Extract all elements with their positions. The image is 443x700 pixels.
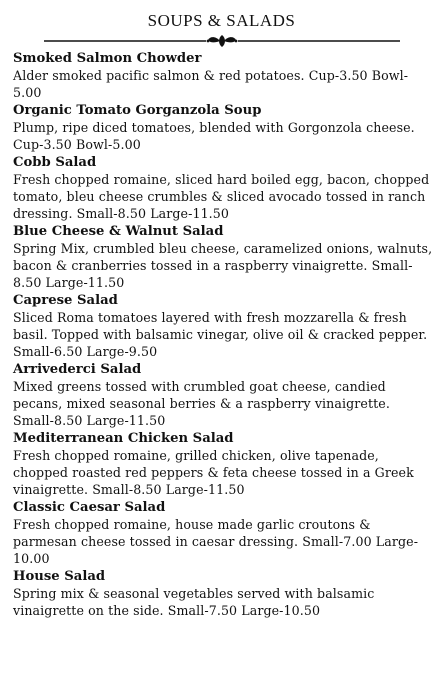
section-title: SOUPS & SALADS bbox=[147, 11, 296, 30]
menu-item bbox=[13, 50, 433, 101]
item-name: Blue Cheese & Walnut Salad bbox=[13, 224, 224, 239]
menu-items bbox=[13, 50, 433, 619]
menu-item bbox=[13, 154, 433, 222]
item-name: Classic Caesar Salad bbox=[13, 500, 166, 515]
menu-item bbox=[13, 223, 433, 291]
item-name: Smoked Salmon Chowder bbox=[13, 51, 202, 66]
item-name: Caprese Salad bbox=[13, 293, 118, 308]
menu-item bbox=[13, 568, 433, 619]
item-description: Plump, ripe diced tomatoes, blended with Gorgonzola cheese. Cup-3.50 Bowl-5.00 bbox=[13, 120, 415, 152]
item-description: Mixed greens tossed with crumbled goat cheese, candied pecans, mixed seasonal berries & a raspberry vinaigrette. Small-8.50 Large-11.50 bbox=[13, 379, 390, 428]
item-description: Fresh chopped romaine, sliced hard boiled egg, bacon, chopped tomato, bleu cheese crumbles & sliced avocado tossed in ranch dressing. Small-8.50 Large-11.50 bbox=[13, 172, 430, 221]
menu-item bbox=[13, 292, 433, 360]
item-description: Sliced Roma tomatoes layered with fresh mozzarella & fresh basil. Topped with balsamic vinegar, olive oil & cracked pepper. Small-6.50 Large-9.50 bbox=[13, 310, 428, 359]
item-name: House Salad bbox=[13, 569, 106, 584]
item-description: Fresh chopped romaine, grilled chicken, olive tapenade, chopped roasted red peppers & feta cheese tossed in a Greek vinaigrette. Small-8.50 Large-11.50 bbox=[13, 448, 414, 497]
menu-item bbox=[13, 499, 433, 567]
item-description: Spring mix & seasonal vegetables served with balsamic vinaigrette on the side. Small-7.50 Large-10.50 bbox=[13, 586, 375, 618]
menu-item bbox=[13, 430, 433, 498]
menu-item bbox=[13, 102, 433, 153]
item-name: Arrivederci Salad bbox=[13, 362, 142, 377]
menu-item bbox=[13, 361, 433, 429]
item-description: Alder smoked pacific salmon & red potatoes. Cup-3.50 Bowl-5.00 bbox=[13, 68, 409, 100]
item-description: Spring Mix, crumbled bleu cheese, caramelized onions, walnuts, bacon & cranberries tossed in a raspberry vinaigrette. Small-8.50 Large-11.50 bbox=[13, 241, 433, 290]
section-divider bbox=[44, 34, 400, 48]
item-description: Fresh chopped romaine, house made garlic croutons & parmesan cheese tossed in caesar dressing. Small-7.00 Large-10.00 bbox=[13, 517, 419, 566]
menu-header bbox=[0, 10, 443, 48]
item-name: Mediterranean Chicken Salad bbox=[13, 431, 234, 446]
item-name: Organic Tomato Gorganzola Soup bbox=[13, 103, 262, 118]
ornamental-fleuron-icon bbox=[44, 34, 400, 48]
item-name: Cobb Salad bbox=[13, 155, 97, 170]
